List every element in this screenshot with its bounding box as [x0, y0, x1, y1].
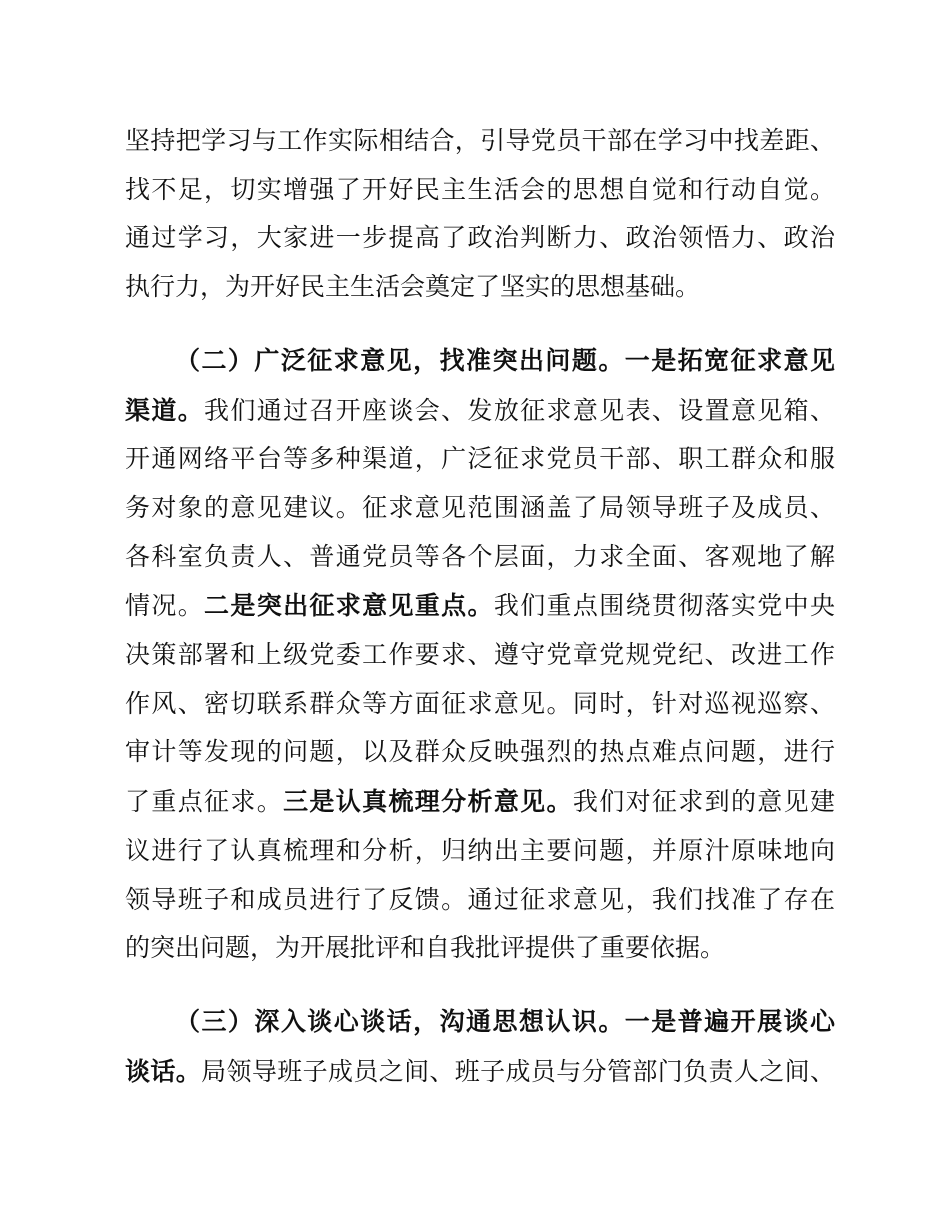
paragraph-continuation-study-paragraph [125, 118, 835, 313]
body-text: 作风、密切联系群众等方面征求意见。同时，针对巡视巡察、 [125, 690, 835, 718]
text-line [125, 1048, 835, 1098]
paragraph-section-2-solicit-opinions [125, 337, 835, 974]
body-text: 通过学习，大家进一步提高了政治判断力、政治领悟力、政治 [125, 225, 835, 253]
body-text: 坚持把学习与工作实际相结合，引导党员干部在学习中找差距、 [125, 128, 835, 155]
body-text: 了重点征求。 [125, 789, 284, 817]
text-line [125, 582, 835, 632]
text-line [125, 998, 835, 1048]
body-text: 的突出问题，为开展批评和自我批评提供了重要依据。 [125, 935, 726, 963]
body-text: 我们对征求到的意见建 [572, 789, 835, 817]
body-text: 找不足，切实增强了开好民主生活会的思想自觉和行动自觉。 [125, 176, 835, 204]
text-line [125, 729, 835, 778]
text-line [125, 337, 835, 387]
emphasis-text: （二）广泛征求意见，找准突出问题。一是拓宽征求意见 [175, 346, 835, 375]
text-line [125, 877, 835, 926]
text-line [125, 264, 835, 313]
emphasis-text: 渠道。 [125, 396, 205, 425]
body-text: 开通网络平台等多种渠道，广泛征求党员干部、职工群众和服 [125, 446, 835, 474]
text-line [125, 632, 835, 681]
text-line [125, 118, 835, 167]
body-text: 情况。 [125, 593, 205, 621]
body-text: 我们重点围绕贯彻落实党中央 [493, 593, 835, 621]
text-line [125, 387, 835, 437]
text-line [125, 485, 835, 534]
text-line [125, 778, 835, 828]
emphasis-text: 三是认真梳理分析意见。 [283, 788, 573, 817]
body-text: 领导班子和成员进行了反馈。通过征求意见，我们找准了存在 [125, 886, 835, 914]
body-text: 务对象的意见建议。征求意见范围涵盖了局领导班子及成员、 [125, 494, 835, 522]
text-line [125, 215, 835, 264]
body-text: 我们通过召开座谈会、发放征求意见表、设置意见箱、 [204, 397, 835, 425]
emphasis-text: 谈话。 [125, 1057, 202, 1086]
body-text: 审计等发现的问题，以及群众反映强烈的热点难点问题，进行 [125, 739, 835, 767]
body-text: 局领导班子成员之间、班子成员与分管部门负责人之间、 [201, 1058, 835, 1086]
text-line [125, 925, 835, 974]
body-text: 决策部署和上级党委工作要求、遵守党章党规党纪、改进工作 [125, 642, 835, 670]
body-text: 执行力，为开好民主生活会奠定了坚实的思想基础。 [125, 274, 701, 302]
text-line [125, 828, 835, 877]
emphasis-text: （三）深入谈心谈话，沟通思想认识。一是普遍开展谈心 [175, 1007, 835, 1036]
document-body [125, 118, 835, 1097]
body-text: 议进行了认真梳理和分析，归纳出主要问题，并原汁原味地向 [125, 837, 835, 865]
text-line [125, 167, 835, 216]
text-line [125, 681, 835, 730]
emphasis-text: 二是突出征求意见重点。 [204, 592, 494, 621]
paragraph-section-3-heart-to-heart-talks [125, 998, 835, 1097]
text-line [125, 534, 835, 583]
text-line [125, 436, 835, 485]
body-text: 各科室负责人、普通党员等各个层面，力求全面、客观地了解 [125, 543, 835, 571]
